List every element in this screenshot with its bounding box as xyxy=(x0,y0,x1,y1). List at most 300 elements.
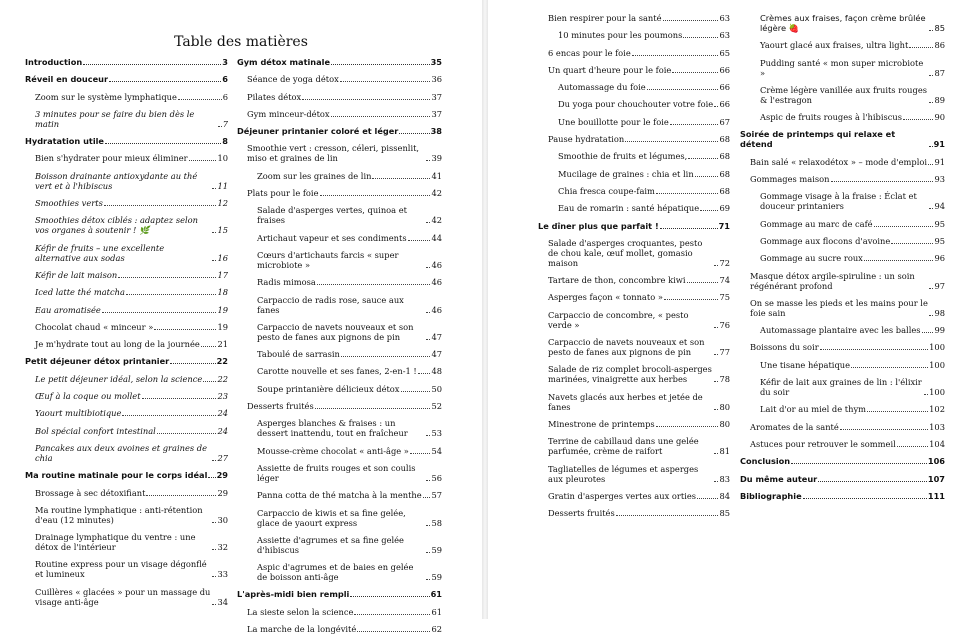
toc-entry xyxy=(538,134,730,144)
toc-entry xyxy=(25,470,228,480)
dot-leader xyxy=(170,363,215,364)
toc-entry-title: Boisson drainante antioxydante au thé vert et à l'hibiscus xyxy=(35,170,198,191)
dot-leader xyxy=(929,208,933,209)
dot-leader xyxy=(83,64,221,65)
dot-leader xyxy=(426,222,430,223)
dot-leader xyxy=(714,409,718,410)
toc-entry-title: Gym détox matinale xyxy=(237,57,331,67)
toc-entry xyxy=(538,310,730,330)
dot-leader xyxy=(714,481,718,482)
toc-entry-title: Ma routine matinale pour le corps idéal xyxy=(25,470,208,481)
toc-entry xyxy=(740,298,945,318)
toc-entry-page: 68 xyxy=(719,151,730,162)
toc-entry xyxy=(538,419,730,429)
toc-entry-title: Assiette de fruits rouges et son coulis léger xyxy=(257,462,416,483)
dot-leader xyxy=(315,408,431,409)
toc-entry-page: 75 xyxy=(719,292,730,303)
toc-entry-page: 19 xyxy=(217,304,228,315)
toc-entry xyxy=(25,532,228,552)
toc-entry-page: 97 xyxy=(934,280,945,291)
toc-entry-page: 53 xyxy=(431,428,442,439)
toc-entry-page: 98 xyxy=(934,307,945,318)
dot-leader xyxy=(354,614,430,615)
toc-entry-title: Boissons du soir xyxy=(750,342,819,353)
toc-entry-title: Gommages maison xyxy=(750,174,830,185)
toc-entry xyxy=(25,305,228,315)
toc-entry-page: 8 xyxy=(222,136,228,147)
dot-leader xyxy=(897,446,928,447)
toc-entry-title: Le petit déjeuner idéal, selon la science xyxy=(35,373,203,384)
toc-entry-title: Séance de yoga détox xyxy=(247,74,339,85)
toc-entry xyxy=(237,74,442,84)
toc-column-4 xyxy=(740,13,945,508)
toc-entry xyxy=(538,491,730,501)
toc-entry xyxy=(740,157,945,167)
dot-leader xyxy=(874,226,934,227)
dot-leader xyxy=(625,141,718,142)
toc-entry-page: 85 xyxy=(934,23,945,33)
toc-entry xyxy=(25,74,228,84)
toc-entry-title: Desserts fruités xyxy=(548,508,615,519)
toc-entry xyxy=(25,559,228,579)
toc-entry-page: 52 xyxy=(431,401,442,412)
dot-leader xyxy=(903,119,933,120)
dot-leader xyxy=(700,210,718,211)
toc-entry xyxy=(740,219,945,229)
toc-entry xyxy=(25,408,228,418)
toc-entry xyxy=(237,233,442,243)
toc-entry xyxy=(740,40,945,50)
dot-leader xyxy=(340,81,431,82)
dot-leader xyxy=(126,294,217,295)
toc-entry-title: Navets glacés aux herbes et jetée de fanes xyxy=(548,391,703,412)
toc-entry xyxy=(237,92,442,102)
dot-leader xyxy=(803,498,927,499)
toc-entry-title: Bol spécial confort intestinal xyxy=(35,425,156,436)
toc-entry-title: Soirée de printemps qui relaxe et détend xyxy=(740,129,896,150)
toc-entry xyxy=(25,109,228,129)
toc-entry xyxy=(25,426,228,436)
dot-leader xyxy=(714,381,718,382)
dot-leader xyxy=(647,89,719,90)
toc-entry-page: 22 xyxy=(217,373,228,384)
toc-entry-title: Crème légère vanillée aux fruits rouges & l'estragon xyxy=(760,84,927,105)
toc-entry-page: 54 xyxy=(431,445,442,456)
toc-entry-page: 50 xyxy=(431,383,442,394)
toc-entry-page: 100 xyxy=(929,359,945,370)
dot-leader xyxy=(317,284,431,285)
toc-entry-page: 111 xyxy=(927,490,945,501)
toc-entry-title: Minestrone de printemps xyxy=(548,418,655,429)
toc-entry-page: 63 xyxy=(719,30,730,41)
dot-leader xyxy=(410,453,431,454)
toc-entry-title: Chocolat chaud « minceur » xyxy=(35,321,154,332)
toc-entry-page: 47 xyxy=(431,331,442,342)
toc-title: Table des matières xyxy=(174,34,308,50)
toc-entry-page: 69 xyxy=(719,203,730,214)
toc-entry-title: Drainage lymphatique du ventre : une détox de l'intérieur xyxy=(35,532,196,553)
toc-entry-title: Salade d'asperges vertes, quinoa et fraises xyxy=(257,205,408,226)
toc-entry-page: 68 xyxy=(719,168,730,179)
dot-leader xyxy=(331,64,430,65)
dot-leader xyxy=(212,549,216,550)
toc-entry-page: 96 xyxy=(934,253,945,264)
toc-entry xyxy=(538,186,730,196)
toc-entry-page: 67 xyxy=(719,116,730,127)
dot-leader xyxy=(418,373,431,374)
toc-entry-title: Œuf à la coque ou mollet xyxy=(35,391,141,402)
toc-entry xyxy=(25,57,228,67)
toc-entry-page: 18 xyxy=(217,287,228,298)
toc-entry xyxy=(237,589,442,599)
toc-entry-title: Gratin d'asperges vertes aux orties xyxy=(548,490,697,501)
right-page xyxy=(488,0,980,619)
toc-entry-page: 62 xyxy=(431,624,442,635)
dot-leader xyxy=(929,146,933,147)
toc-entry-page: 84 xyxy=(719,490,730,501)
toc-entry xyxy=(740,439,945,449)
toc-entry-title: Pudding santé « mon super microbiote » xyxy=(760,57,924,78)
toc-entry-page: 17 xyxy=(217,269,228,280)
toc-entry-title: Gommage au marc de café xyxy=(760,218,873,229)
toc-entry-page: 107 xyxy=(927,473,945,484)
toc-entry-page: 66 xyxy=(719,64,730,75)
dot-leader xyxy=(426,339,430,340)
toc-entry-title: Terrine de cabillaud dans une gelée parfumée, crème de raifort xyxy=(548,436,699,457)
toc-entry-page: 30 xyxy=(217,514,228,525)
toc-entry-title: Tagliatelles de légumes et asperges aux pleurotes xyxy=(548,463,699,484)
dot-leader xyxy=(212,260,216,261)
toc-entry xyxy=(538,364,730,384)
dot-leader xyxy=(212,188,216,189)
toc-entry-page: 22 xyxy=(216,356,228,367)
toc-entry-title: L'après-midi bien rempli xyxy=(237,589,350,600)
toc-entry-title: Soupe printanière délicieux détox xyxy=(257,383,400,394)
toc-entry-page: 6 xyxy=(222,74,228,85)
toc-entry-title: Une tisane hépatique xyxy=(760,359,851,370)
toc-entry-title: Petit déjeuner détox printanier xyxy=(25,356,170,367)
toc-entry-title: Carpaccio de navets nouveaux et son pesto de fanes aux pignons de pin xyxy=(257,321,414,342)
toc-entry-page: 68 xyxy=(719,134,730,145)
toc-entry-title: Bain salé « relaxodétox » – mode d'emploi xyxy=(750,156,928,167)
toc-entry xyxy=(538,508,730,518)
toc-entry-title: Mousse-crème chocolat « anti-âge » xyxy=(257,445,409,456)
toc-entry xyxy=(538,99,730,109)
dot-leader xyxy=(426,267,430,268)
toc-entry xyxy=(25,92,228,102)
dot-leader xyxy=(831,181,934,182)
toc-entry xyxy=(538,464,730,484)
toc-entry-page: 59 xyxy=(431,544,442,555)
toc-entry-title: Carotte nouvelle et ses fanes, 2-en-1 ! xyxy=(257,366,417,377)
toc-entry-title: Tartare de thon, concombre kiwi xyxy=(548,275,686,286)
dot-leader xyxy=(929,315,933,316)
toc-entry-title: Routine express pour un visage dégonflé et lumineux xyxy=(35,559,207,580)
dot-leader xyxy=(118,277,216,278)
toc-entry-page: 39 xyxy=(431,153,442,164)
toc-entry xyxy=(237,349,442,359)
dot-leader xyxy=(695,176,719,177)
dot-leader xyxy=(820,349,928,350)
dot-leader xyxy=(302,99,430,100)
toc-entry-page: 68 xyxy=(719,185,730,196)
toc-entry-title: Zoom sur le système lymphatique xyxy=(35,91,177,102)
toc-entry xyxy=(740,360,945,370)
toc-entry-page: 6 xyxy=(222,91,228,102)
toc-entry-title: Déjeuner printanier coloré et léger xyxy=(237,126,399,137)
toc-entry-page: 103 xyxy=(929,421,945,432)
toc-entry xyxy=(740,191,945,211)
dot-leader xyxy=(683,37,718,38)
dot-leader xyxy=(714,106,718,107)
toc-column-3 xyxy=(538,13,730,525)
toc-entry-page: 89 xyxy=(934,94,945,105)
toc-entry xyxy=(237,508,442,528)
dot-leader xyxy=(688,158,718,159)
dot-leader xyxy=(102,312,217,313)
toc-entry-page: 24 xyxy=(217,425,228,436)
dot-leader xyxy=(616,515,719,516)
toc-entry xyxy=(237,384,442,394)
toc-entry xyxy=(740,325,945,335)
toc-entry xyxy=(740,58,945,78)
toc-entry xyxy=(538,203,730,213)
dot-leader xyxy=(212,460,216,461)
dot-leader xyxy=(426,435,430,436)
toc-entry xyxy=(740,456,945,466)
toc-entry-page: 23 xyxy=(217,391,228,402)
toc-entry-title: Automassage du foie xyxy=(558,82,646,93)
toc-entry-title: Carpaccio de concombre, « pesto verde » xyxy=(548,309,689,330)
toc-entry xyxy=(25,443,228,463)
toc-entry-title: Salade de riz complet brocoli-asperges marinées, vinaigrette aux herbes xyxy=(548,364,712,385)
toc-entry-page: 33 xyxy=(217,569,228,580)
toc-entry-page: 56 xyxy=(431,472,442,483)
toc-entry xyxy=(25,587,228,607)
dot-leader xyxy=(109,81,221,82)
toc-entry xyxy=(538,392,730,412)
toc-entry-page: 87 xyxy=(934,67,945,78)
left-page xyxy=(0,0,482,635)
toc-entry xyxy=(237,418,442,438)
dot-leader xyxy=(203,381,216,382)
toc-entry-page: 63 xyxy=(719,13,730,23)
toc-entry-page: 48 xyxy=(431,366,442,377)
toc-entry xyxy=(25,505,228,525)
toc-entry-page: 46 xyxy=(431,259,442,270)
toc-entry-page: 38 xyxy=(430,126,442,137)
toc-entry-page: 72 xyxy=(719,257,730,268)
toc-entry xyxy=(538,169,730,179)
dot-leader xyxy=(670,124,719,125)
dot-leader xyxy=(104,205,217,206)
toc-entry xyxy=(25,356,228,366)
toc-entry-page: 46 xyxy=(431,304,442,315)
toc-entry xyxy=(237,109,442,119)
toc-entry xyxy=(25,215,228,235)
toc-entry-title: Pilates détox xyxy=(247,91,302,102)
toc-entry-title: 6 encas pour le foie xyxy=(548,47,631,58)
toc-entry-title: Gommage au sucre roux xyxy=(760,253,863,264)
toc-entry xyxy=(237,463,442,483)
toc-entry-title: Assiette d'agrumes et sa fine gelée d'hibiscus xyxy=(257,534,404,555)
toc-entry xyxy=(25,391,228,401)
toc-entry xyxy=(237,295,442,315)
toc-entry-title: Un quart d'heure pour le foie xyxy=(548,64,672,75)
dot-leader xyxy=(909,47,933,48)
dot-leader xyxy=(201,346,217,347)
toc-entry xyxy=(237,250,442,270)
toc-entry-page: 12 xyxy=(217,198,228,209)
toc-entry-page: 66 xyxy=(719,82,730,93)
toc-entry-title: Smoothie de fruits et légumes, xyxy=(558,151,688,162)
toc-entry-page: 19 xyxy=(217,321,228,332)
dot-leader xyxy=(426,525,430,526)
toc-entry-title: Le dîner plus que parfait ! xyxy=(538,220,659,231)
toc-entry xyxy=(740,474,945,484)
toc-entry-title: Conclusion xyxy=(740,456,791,467)
toc-entry xyxy=(237,446,442,456)
dot-leader xyxy=(350,596,429,597)
toc-entry-title: Eau aromatisée xyxy=(35,304,101,315)
toc-entry xyxy=(538,151,730,161)
toc-entry xyxy=(237,277,442,287)
toc-entry-title: Radis mimosa xyxy=(257,277,316,288)
toc-entry-title: Carpaccio de kiwis et sa fine gelée, glace de yaourt express xyxy=(257,507,406,528)
dot-leader xyxy=(146,495,216,496)
toc-entry xyxy=(538,82,730,92)
toc-entry-title: Smoothies verts xyxy=(35,198,103,209)
toc-entry-title: Desserts fruités xyxy=(247,401,314,412)
toc-entry-page: 10 xyxy=(217,153,228,164)
dot-leader xyxy=(212,576,216,577)
toc-entry-page: 37 xyxy=(431,91,442,102)
toc-entry xyxy=(538,117,730,127)
toc-entry xyxy=(740,13,945,33)
toc-entry xyxy=(237,490,442,500)
toc-entry-page: 59 xyxy=(431,572,442,583)
toc-entry-title: 3 minutes pour se faire du bien dès le matin xyxy=(35,108,195,129)
toc-entry xyxy=(25,171,228,191)
dot-leader xyxy=(218,126,222,127)
dot-leader xyxy=(178,99,222,100)
dot-leader xyxy=(664,299,719,300)
toc-entry xyxy=(237,171,442,181)
dot-leader xyxy=(212,232,216,233)
dot-leader xyxy=(208,477,215,478)
toc-entry-page: 78 xyxy=(719,374,730,385)
toc-entry-page: 34 xyxy=(217,596,228,607)
toc-entry-title: Je m'hydrate tout au long de la journée xyxy=(35,339,200,350)
toc-column-1 xyxy=(25,57,228,614)
toc-entry xyxy=(237,205,442,225)
toc-entry xyxy=(740,422,945,432)
dot-leader xyxy=(929,75,933,76)
toc-entry-page: 15 xyxy=(217,225,228,236)
toc-entry-page: 100 xyxy=(929,387,945,398)
dot-leader xyxy=(408,240,431,241)
toc-entry-page: 36 xyxy=(431,74,442,85)
toc-entry-page: 95 xyxy=(934,218,945,229)
toc-entry-page: 3 xyxy=(222,57,228,67)
toc-entry xyxy=(538,238,730,268)
toc-entry xyxy=(740,112,945,122)
toc-entry-page: 71 xyxy=(718,220,730,231)
dot-leader xyxy=(331,116,431,117)
dot-leader xyxy=(357,631,430,632)
dot-leader xyxy=(672,72,718,73)
dot-leader xyxy=(426,160,430,161)
toc-entry-page: 93 xyxy=(934,174,945,185)
toc-entry-title: Une bouillotte pour le foie xyxy=(558,116,669,127)
toc-entry-page: 11 xyxy=(217,180,228,191)
dot-leader xyxy=(924,394,928,395)
toc-entry-page: 35 xyxy=(430,57,442,67)
toc-entry xyxy=(25,339,228,349)
toc-entry-page: 76 xyxy=(719,319,730,330)
toc-entry-title: Mucilage de graines : chia et lin xyxy=(558,168,694,179)
toc-entry-title: Yaourt multibiotique xyxy=(35,408,122,419)
dot-leader xyxy=(423,497,431,498)
dot-leader xyxy=(212,522,216,523)
dot-leader xyxy=(929,102,933,103)
dot-leader xyxy=(818,481,927,482)
toc-entry-page: 61 xyxy=(430,589,442,600)
dot-leader xyxy=(891,243,933,244)
toc-entry-title: Carpaccio de navets nouveaux et son pesto de fanes aux pignons de pin xyxy=(548,337,705,358)
toc-entry-page: 95 xyxy=(934,235,945,246)
toc-entry xyxy=(237,188,442,198)
toc-entry xyxy=(538,337,730,357)
toc-entry-page: 37 xyxy=(431,108,442,119)
toc-entry-title: 10 minutes pour les poumons xyxy=(558,30,683,41)
toc-entry-title: Automassage plantaire avec les balles xyxy=(760,325,921,336)
toc-entry xyxy=(237,322,442,342)
toc-entry-title: Eau de romarin : santé hépatique xyxy=(558,203,700,214)
toc-entry-title: Chia fresca coupe-faim xyxy=(558,185,655,196)
toc-entry-title: Kéfir de lait aux graines de lin : l'élixir du soir xyxy=(760,377,922,398)
toc-entry xyxy=(25,322,228,332)
toc-entry xyxy=(740,174,945,184)
toc-entry-page: 29 xyxy=(217,487,228,498)
toc-column-2 xyxy=(237,57,442,641)
toc-entry-page: 7 xyxy=(222,118,228,129)
toc-entry xyxy=(237,562,442,582)
toc-entry-page: 99 xyxy=(934,325,945,336)
toc-entry-page: 80 xyxy=(719,418,730,429)
dot-leader xyxy=(320,195,431,196)
toc-entry-title: La sieste selon la science xyxy=(247,606,354,617)
toc-entry-title: Bibliographie xyxy=(740,490,802,501)
dot-leader xyxy=(212,604,216,605)
toc-entry-title: Artichaut vapeur et ses condiments xyxy=(257,232,407,243)
toc-entry-title: Cuillères « glacées » pour un massage du visage anti-âge xyxy=(35,586,211,607)
toc-entry-title: Taboulé de sarrasin xyxy=(257,349,340,360)
dot-leader xyxy=(154,329,216,330)
toc-entry-title: Gommage aux flocons d'avoine xyxy=(760,235,891,246)
toc-entry-title: Pause hydratation xyxy=(548,134,625,145)
toc-entry xyxy=(237,535,442,555)
toc-entry-title: Yaourt glacé aux fraises, ultra light xyxy=(760,40,909,51)
toc-entry-page: 77 xyxy=(719,347,730,358)
dot-leader xyxy=(426,480,430,481)
dot-leader xyxy=(929,288,933,289)
dot-leader xyxy=(656,193,719,194)
toc-entry xyxy=(237,366,442,376)
toc-entry-page: 91 xyxy=(934,156,945,167)
dot-leader xyxy=(142,398,217,399)
dot-leader xyxy=(840,429,928,430)
